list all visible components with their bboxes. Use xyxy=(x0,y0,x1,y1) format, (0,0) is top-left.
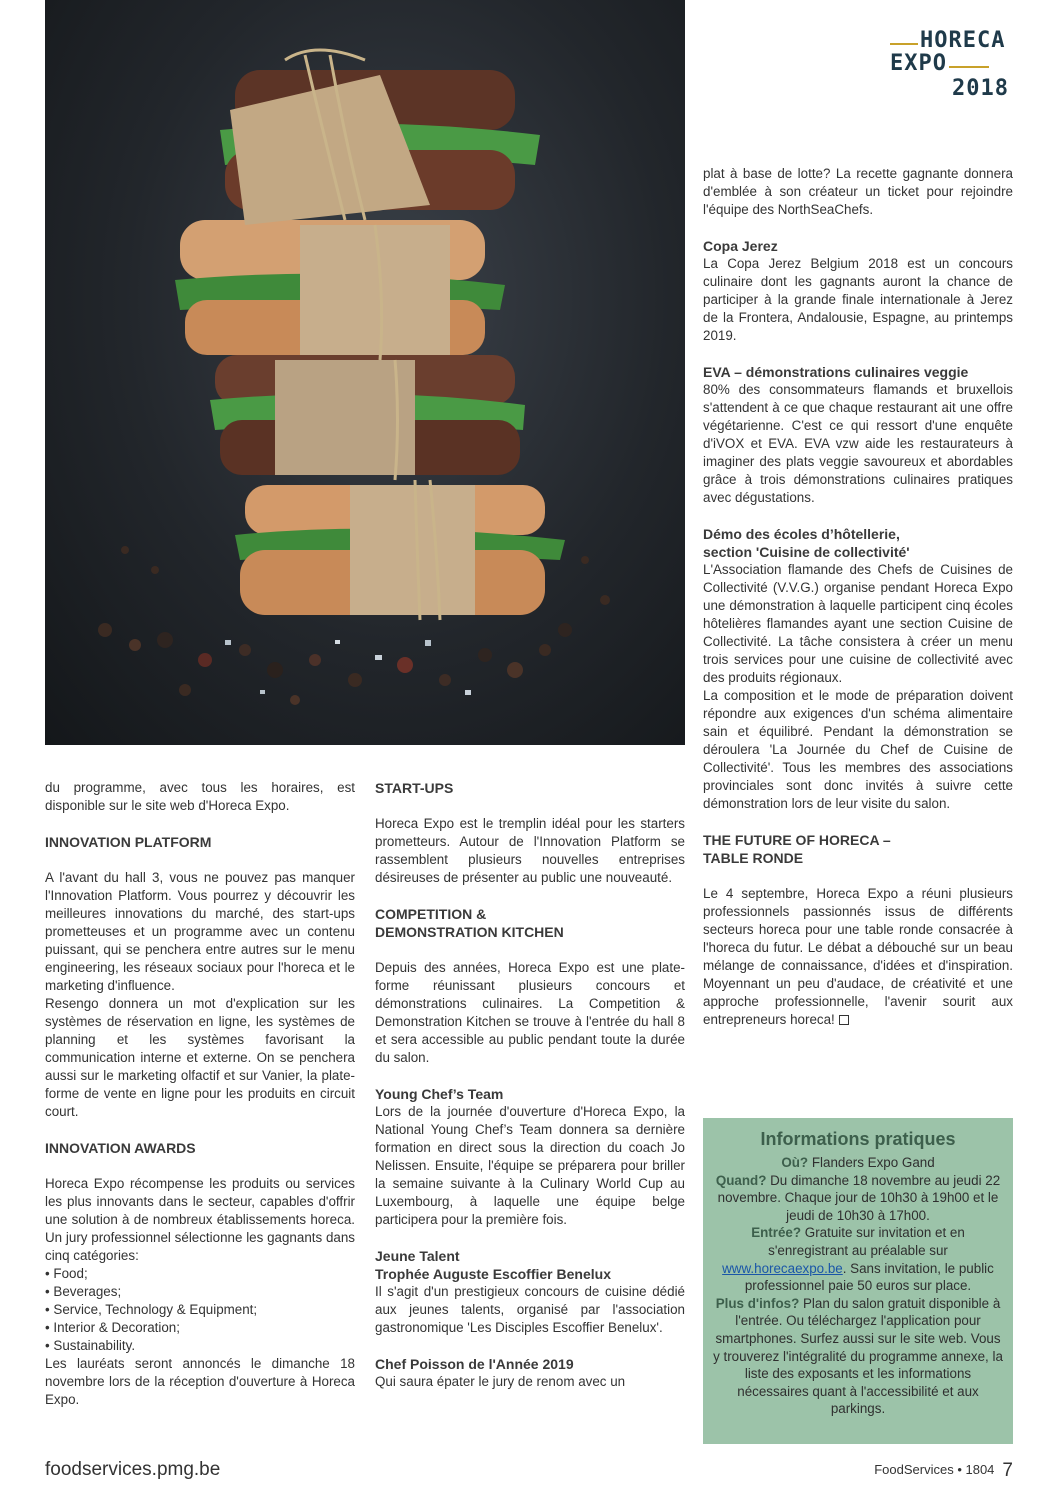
info-where-text: Flanders Expo Gand xyxy=(811,1155,935,1170)
info-more-text: Plan du salon gratuit disponible à l'entrée. Ou téléchargez l'application pour smartphones. Surfez aussi sur le site web. Vous y trouverez l'intégralité du programme annexe, la liste des exposants et les informations nécessaires quant à l'accessibilité et aux parkings. xyxy=(713,1295,1003,1417)
demo-text-2: La composition et le mode de préparation doivent répondre aux exigences d'un schéma alimentaire sain et équilibré. Pendant la démonstration se déroulera 'La Journée du Chef de Cuisine de Collectivité'. Tous les membres des associations provinciales sont donc invités à suivre cette démonstration lors de leur visite du salon. xyxy=(703,688,1013,811)
logo-line-1: HORECA xyxy=(890,28,1005,53)
chef-poisson-heading: Chef Poisson de l'Année 2019 xyxy=(375,1356,574,1372)
jeune-talent-text: Il s'agit d'un prestigieux concours de cuisine dédié aux jeunes talents, organisé par l'association gastronomique 'Les Disciples Escoffier Benelux'. xyxy=(375,1284,685,1335)
eva-text: 80% des consommateurs flamands et bruxellois s'attendent à ce que chaque restaurant ait une offre végétarienne. C'est ce qui ressort d'une enquête d'iVOX et EVA. EVA vzw aide les restaurateurs à imaginer des plats veggie savoureux et abordables grâce à trois démonstrations culinaires pratiques avec dégustations. xyxy=(703,382,1013,505)
copa-jerez-heading: Copa Jerez xyxy=(703,238,778,254)
logo-line-2: EXPO xyxy=(890,51,989,76)
list-item: • Service, Technology & Equipment; xyxy=(45,1301,355,1319)
chef-poisson-text: Qui saura épater le jury de renom avec un xyxy=(375,1374,626,1389)
award-categories-list xyxy=(45,1265,355,1355)
info-entry-text-2: . Sans invitation, le public professionnel paie 50 euros sur place. xyxy=(744,1260,994,1294)
page-number: 7 xyxy=(1002,1460,1013,1481)
sandwich-stack-illustration xyxy=(45,0,685,745)
future-heading-line-1: THE FUTURE OF HORECA – xyxy=(703,832,891,848)
demo-text-1: L'Association flamande des Chefs de Cuisines de Collectivité (V.V.G.) organise pendant Horeca Expo une démonstration à laquelle participent cinq écoles hôtelières flamandes ayant une section Cuisine de Collectivité. La tâche consistera à créer un menu trois services pour une cuisine de collectivité avec des produits régionaux. xyxy=(703,562,1013,685)
startups-heading: START-UPS xyxy=(375,780,454,796)
footer-site[interactable]: foodservices.pmg.be xyxy=(45,1459,221,1480)
info-entry-text-1: Gratuite sur invitation et en s'enregistrant au préalable sur xyxy=(768,1225,965,1258)
info-more xyxy=(711,1295,1005,1418)
info-where xyxy=(711,1154,1005,1172)
info-when-text: Du dimanche 18 novembre au jeudi 22 novembre. Chaque jour de 10h30 à 19h00 et le jeudi de 10h30 à 17h00. xyxy=(717,1172,1001,1223)
footer-magazine-info xyxy=(874,1460,1013,1482)
innovation-platform-heading: INNOVATION PLATFORM xyxy=(45,834,212,850)
info-more-label: Plus d'infos? xyxy=(715,1295,800,1311)
chef-poisson-continued: plat à base de lotte? La recette gagnante donnera d'emblée à son créateur un ticket pour rejoindre l'équipe des NorthSeaChefs. xyxy=(703,166,1013,217)
startups-text: Horeca Expo est le tremplin idéal pour les starters prometteurs. Autour de l'Innovation Platform se rassemblent plusieurs nouvelles entreprises désireuses de présenter au public une nouveauté. xyxy=(375,816,685,885)
info-where-label: Où? xyxy=(781,1155,809,1170)
logo-year: 2018 xyxy=(952,76,1009,101)
sandwich-second xyxy=(175,220,505,355)
list-item: • Food; xyxy=(45,1265,355,1283)
future-text xyxy=(703,885,1013,1029)
innovation-platform-text-1: A l'avant du hall 3, vous ne pouvez pas manquer l'Innovation Platform. Vous pourrez y découvrir les meilleures innovations du marché, des start-ups prometteuses et un programme avec un contenu puissant, qui se penchera entre autres sur le menu engineering, les réseaux sociaux pour l'horeca et le marketing d'influence. xyxy=(45,870,355,993)
competition-heading-line-1: COMPETITION & xyxy=(375,906,487,922)
info-entry-label: Entrée? xyxy=(751,1225,802,1241)
innovation-awards-text-1: Horeca Expo récompense les produits ou services les plus innovants dans le secteur, capables d'offrir une solution à de nombreux établissements horeca. Un jury professionnel sélectionne les gagnants dans cinq catégories: xyxy=(45,1176,355,1263)
list-item: • Beverages; xyxy=(45,1283,355,1301)
eva-heading: EVA – démonstrations culinaires veggie xyxy=(703,364,969,380)
future-text-body: Le 4 septembre, Horeca Expo a réuni plusieurs professionnels passionnés issus de différents secteurs horeca pour une table ronde consacrée à l'horeca du futur. Le débat a débouché sur un beau mélange de connaissance, d'idées et d'inspiration. Moyennant un peu d'audace, de créativité et une approche professionnelle, l'avenir sourit aux entrepreneurs horeca! xyxy=(703,886,1013,1027)
jeune-talent-heading-line-1: Jeune Talent xyxy=(375,1248,460,1264)
sandwich-third xyxy=(210,355,525,475)
column-right xyxy=(703,165,1013,1029)
end-of-article-icon xyxy=(839,1015,849,1025)
jeune-talent-heading-line-2: Trophée Auguste Escoffier Benelux xyxy=(375,1266,611,1282)
young-chef-text: Lors de la journée d'ouverture d'Horeca Expo, la National Young Chef’s Team donnera sa dernière formation en direct sous la direction du coach Jo Nelissen. Ensuite, l'équipe se préparera pour briller la semaine suivante à la Culinary World Cup au Luxembourg, à laquelle une équipe belge participera pour la première fois. xyxy=(375,1104,685,1227)
sandwich-top xyxy=(220,70,540,225)
horeca-expo-logo xyxy=(890,28,1015,103)
info-entry xyxy=(711,1224,1005,1294)
competition-text: Depuis des années, Horeca Expo est une plate-forme réunissant plusieurs concours et démonstrations culinaires. La Competition & Demonstration Kitchen se trouve à l'entrée du hall 8 et sera accessible au public pendant toute la durée du salon. xyxy=(375,960,685,1065)
list-item: • Interior & Decoration; xyxy=(45,1319,355,1337)
footer-magazine: FoodServices • 1804 xyxy=(874,1462,995,1477)
info-box-title: Informations pratiques xyxy=(760,1129,956,1149)
column-left xyxy=(45,779,355,1409)
demo-heading-line-1: Démo des écoles d’hôtellerie, xyxy=(703,526,900,542)
info-when-label: Quand? xyxy=(715,1172,767,1188)
future-heading-line-2: TABLE RONDE xyxy=(703,850,804,866)
demo-heading-line-2: section 'Cuisine de collectivité' xyxy=(703,544,910,560)
practical-info-box xyxy=(703,1118,1013,1444)
intro-paragraph: du programme, avec tous les horaires, est disponible sur le site web d'Horeca Expo. xyxy=(45,780,355,813)
website-link[interactable]: www.horecaexpo.be xyxy=(722,1260,843,1276)
innovation-platform-text-2: Resengo donnera un mot d'explication sur les systèmes de réservation en ligne, les systèmes de planning et les systèmes favorisant la communication interne et externe. On se penchera aussi sur le marketing olfactif et sur Vanier, la plate-forme de vente en ligne pour les produits en circuit court. xyxy=(45,996,355,1119)
innovation-awards-heading: INNOVATION AWARDS xyxy=(45,1140,196,1156)
column-middle xyxy=(375,779,685,1391)
list-item: • Sustainability. xyxy=(45,1337,355,1355)
sandwich-bottom xyxy=(235,485,565,615)
innovation-awards-text-2: Les lauréats seront annoncés le dimanche 18 novembre lors de la réception d'ouverture à Horeca Expo. xyxy=(45,1356,355,1407)
competition-heading-line-2: DEMONSTRATION KITCHEN xyxy=(375,924,564,940)
copa-jerez-text: La Copa Jerez Belgium 2018 est un concours culinaire dont les gagnants auront la chance de participer à la grande finale internationale à Jerez de la Frontera, Andalousie, Espagne, au printemps 2019. xyxy=(703,256,1013,343)
info-when xyxy=(711,1172,1005,1225)
sandwich-stack-photo xyxy=(45,0,685,745)
young-chef-heading: Young Chef’s Team xyxy=(375,1086,504,1102)
